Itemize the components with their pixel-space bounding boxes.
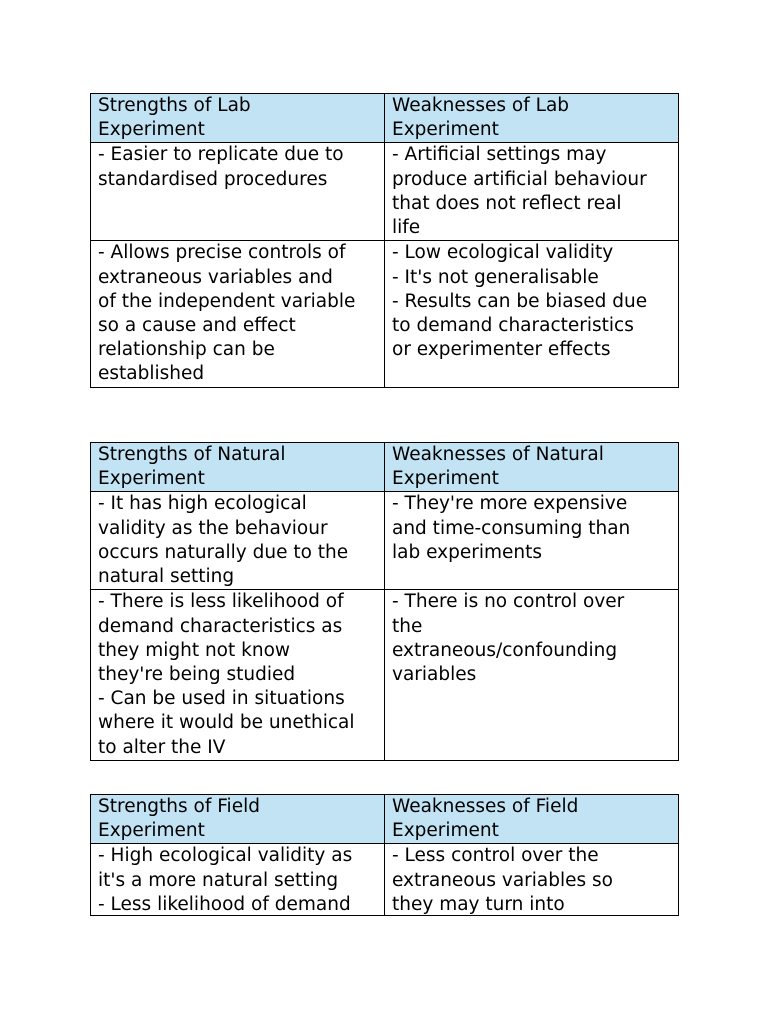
header-strengths-text: Strengths of Lab Experiment bbox=[98, 95, 251, 141]
header-strengths-text: Strengths of Natural Experiment bbox=[98, 444, 286, 490]
weakness-text: - Less control over the extraneous variables so they may turn into bbox=[392, 845, 613, 915]
lab-experiment-table bbox=[90, 93, 679, 388]
table-row bbox=[91, 590, 679, 760]
strength-cell bbox=[91, 590, 385, 760]
strength-cell bbox=[91, 492, 385, 590]
weakness-text: - There is no control over the extraneous/confounding variables bbox=[392, 591, 625, 686]
table-row bbox=[91, 492, 679, 590]
header-weaknesses bbox=[385, 94, 679, 143]
header-strengths-text: Strengths of Field Experiment bbox=[98, 796, 260, 842]
header-strengths bbox=[91, 94, 385, 143]
weakness-cell bbox=[385, 143, 679, 241]
weakness-cell bbox=[385, 241, 679, 387]
table-row bbox=[91, 844, 679, 916]
header-strengths bbox=[91, 795, 385, 844]
natural-experiment-table bbox=[90, 442, 679, 761]
weakness-cell bbox=[385, 492, 679, 590]
table-header-row bbox=[91, 795, 679, 844]
weakness-cell bbox=[385, 590, 679, 760]
weakness-text: - They're more expensive and time-consuming than lab experiments bbox=[392, 493, 631, 563]
field-experiment-table bbox=[90, 794, 679, 916]
strength-cell bbox=[91, 143, 385, 241]
strength-text: - It has high ecological validity as the behaviour occurs naturally due to the natural setting bbox=[98, 493, 349, 588]
header-weaknesses-text: Weaknesses of Lab Experiment bbox=[392, 95, 570, 141]
header-strengths bbox=[91, 443, 385, 492]
table-header-row bbox=[91, 94, 679, 143]
strength-text: - High ecological validity as it's a more natural setting - Less likelihood of demand bbox=[98, 845, 353, 915]
strength-text: - Allows precise controls of extraneous variables and of the independent variable so a cause and effect relationship can be established bbox=[98, 242, 356, 385]
strength-cell bbox=[91, 241, 385, 387]
strength-cell bbox=[91, 844, 385, 916]
table-row bbox=[91, 143, 679, 241]
header-weaknesses-text: Weaknesses of Natural Experiment bbox=[392, 444, 604, 490]
header-weaknesses-text: Weaknesses of Field Experiment bbox=[392, 796, 579, 842]
weakness-text: - Artificial settings may produce artificial behaviour that does not reflect real life bbox=[392, 144, 647, 239]
weakness-text: - Low ecological validity - It's not generalisable - Results can be biased due to demand characteristics or experimenter effects bbox=[392, 242, 648, 361]
header-weaknesses bbox=[385, 795, 679, 844]
weakness-cell bbox=[385, 844, 679, 916]
strength-text: - There is less likelihood of demand characteristics as they might not know they're being studied - Can be used in situations where it would be unethical to alter the IV bbox=[98, 591, 355, 758]
header-weaknesses bbox=[385, 443, 679, 492]
strength-text: - Easier to replicate due to standardised procedures bbox=[98, 144, 344, 190]
table-header-row bbox=[91, 443, 679, 492]
table-row bbox=[91, 241, 679, 387]
